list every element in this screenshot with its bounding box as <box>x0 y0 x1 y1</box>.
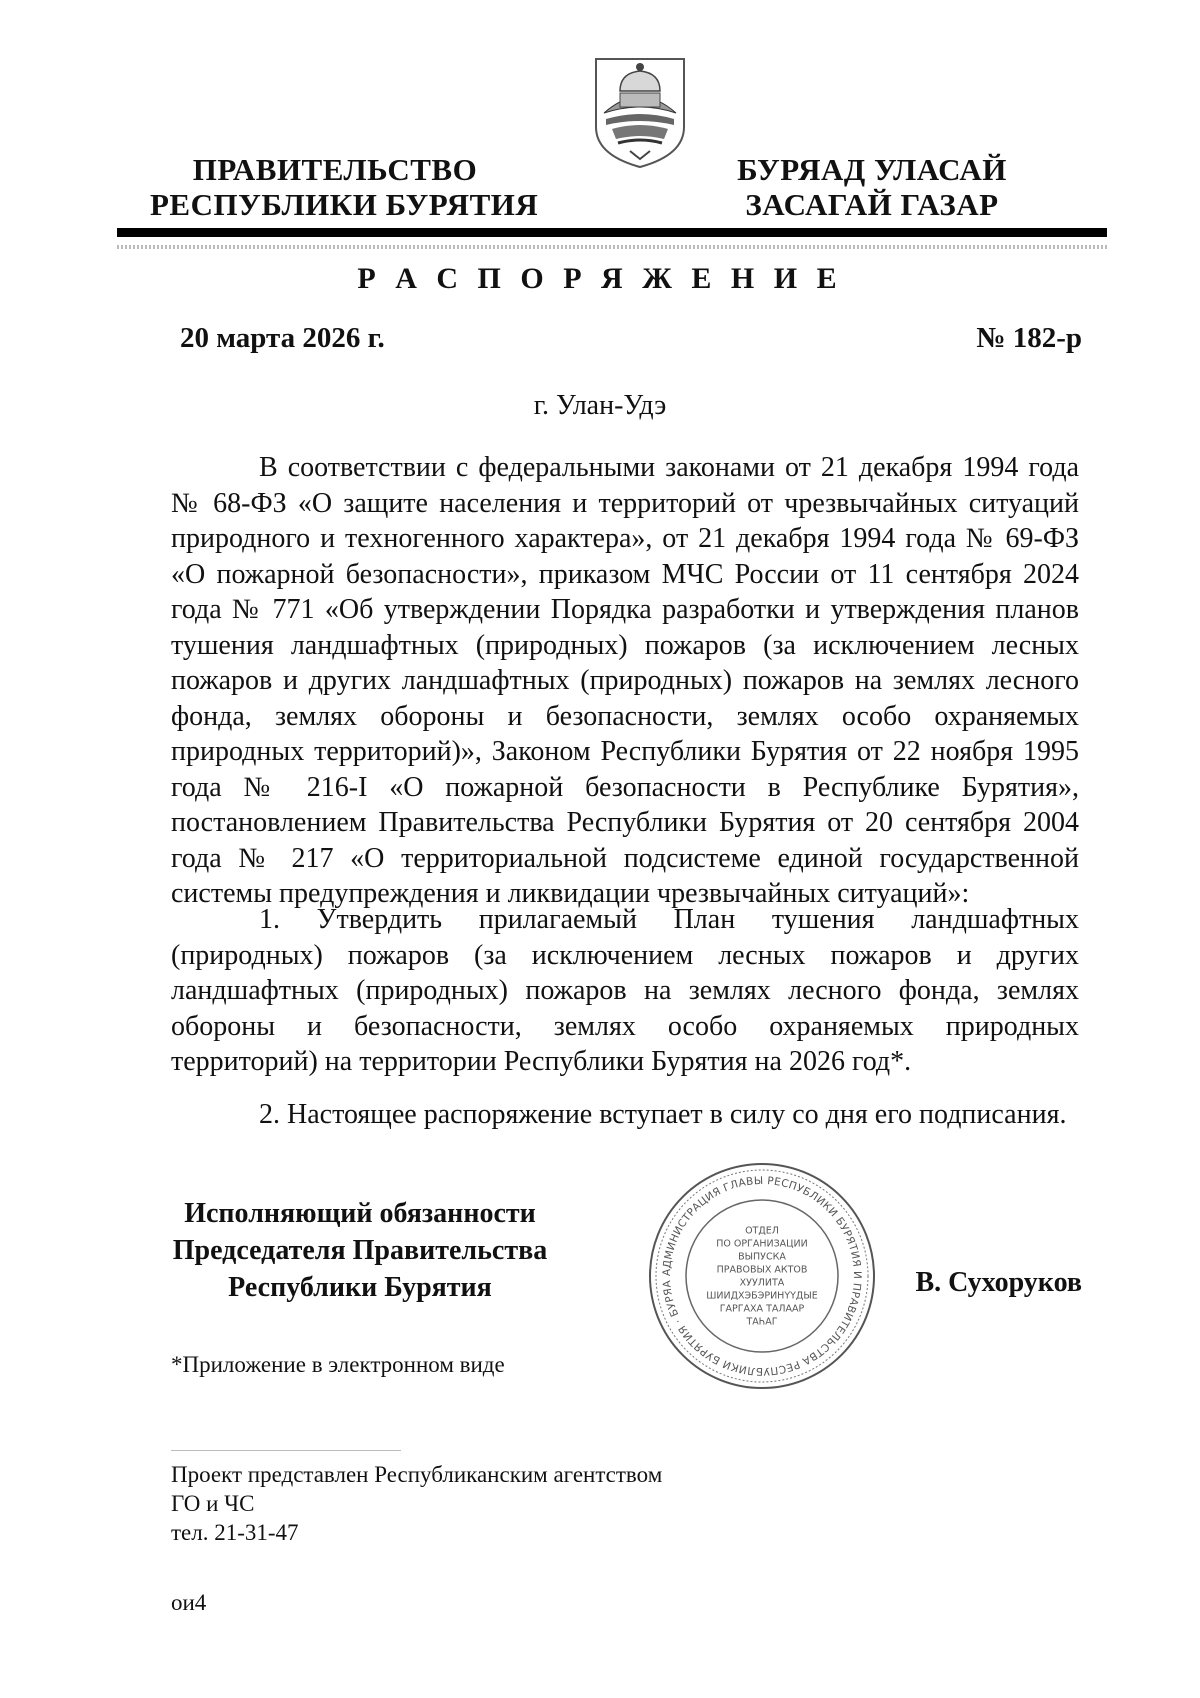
submitted-line3: тел. 21-31-47 <box>171 1520 299 1545</box>
seal-center-line: ШИИДХЭБЭРИНҮҮДЫЕ <box>706 1290 818 1302</box>
document-type: Р А С П О Р Я Ж Е Н И Е <box>357 262 843 295</box>
submitted-line2: ГО и ЧС <box>171 1491 255 1516</box>
signatory-title-line2: Председателя Правительства <box>172 1235 548 1266</box>
seal-center-line: ХУУЛИТА <box>739 1277 785 1289</box>
header-right <box>712 152 1032 222</box>
header-left <box>150 152 539 222</box>
order-item-1: 1. Утвердить прилагаемый План тушения ландшафтных (природных) пожаров (за исключением лесных пожаров и других ландшафтных (природных) пожаров на землях лесного фонда, землях обороны и безопасности, землях особо охраняемых природных территорий) на территории Республики Бурятия на 2026 год*. <box>171 904 1079 1077</box>
svg-text:АДМИНИСТРАЦИЯ ГЛАВЫ РЕСПУБЛИКИ: АДМИНИСТРАЦИЯ ГЛАВЫ РЕСПУБЛИКИ БУРЯТИЯ И ПРАВИТЕЛЬСТВА РЕСПУБЛИКИ БУРЯТИЯ · БУРЯА <box>660 1174 864 1378</box>
header-right-line2: ЗАСАГАЙ ГАЗАР <box>745 187 999 222</box>
header-divider-thick <box>117 228 1107 237</box>
header-divider-thin <box>117 245 1107 249</box>
preamble-paragraph: В соответствии с федеральными законами от 21 декабря 1994 года № 68-ФЗ «О защите населения и территорий от чрезвычайных ситуаций природного и техногенного характера», от 21 декабря 1994 года № 69-ФЗ «О пожарной безопасности», приказом МЧС России от 11 сентября 2024 года № 771 «Об утверждении Порядка разработки и утверждения планов тушения ландшафтных (природных) пожаров (за исключением лесных пожаров и других ландшафтных (природных) пожаров на землях лесного фонда, землях обороны и безопасности, землях особо охраняемых природных территорий)», Законом Республики Бурятия от 22 ноября 1995 года № 216-I «О пожарной безопасности в Республике Бурятия», постановлением Правительства Республики Бурятия от 20 сентября 2004 года № 217 «О территориальной подсистеме единой государственной системы предупреждения и ликвидации чрезвычайных ситуаций»: <box>171 452 1079 909</box>
seal-center-line: ТАҺАГ <box>746 1316 778 1328</box>
official-seal <box>646 1160 878 1392</box>
footnote-divider <box>171 1450 401 1451</box>
signatory-name: В. Сухоруков <box>915 1267 1082 1298</box>
submitted-line1: Проект представлен Республиканским агентством <box>171 1462 663 1487</box>
seal-center-line: ГАРГАХА ТАЛААР <box>719 1303 805 1315</box>
document-city: г. Улан-Удэ <box>533 390 667 421</box>
attachment-note: *Приложение в электронном виде <box>171 1352 505 1377</box>
document-number: № 182-р <box>976 322 1082 354</box>
seal-center-line: ПРАВОВЫХ АКТОВ <box>716 1264 808 1276</box>
seal-center-line: ВЫПУСКА <box>738 1251 786 1263</box>
signatory-title-line1: Исполняющий обязанности <box>184 1198 536 1229</box>
seal-center-line: ПО ОРГАНИЗАЦИИ <box>716 1238 808 1250</box>
coat-of-arms-icon <box>590 55 690 170</box>
header-left-line2: РЕСПУБЛИКИ БУРЯТИЯ <box>150 187 539 222</box>
seal-center-line: ОТДЕЛ <box>745 1225 779 1237</box>
signatory-title-line3: Республики Бурятия <box>228 1272 492 1303</box>
submitted-by-note <box>171 1460 662 1547</box>
header-right-line1: БУРЯАД УЛАСАЙ <box>737 152 1007 187</box>
signatory-title <box>160 1195 560 1306</box>
document-date: 20 марта 2026 г. <box>180 322 385 354</box>
order-item-2: 2. Настоящее распоряжение вступает в силу со дня его подписания. <box>259 1099 1067 1130</box>
document-code: ои4 <box>171 1590 207 1615</box>
header-left-line1: ПРАВИТЕЛЬСТВО <box>192 152 478 187</box>
